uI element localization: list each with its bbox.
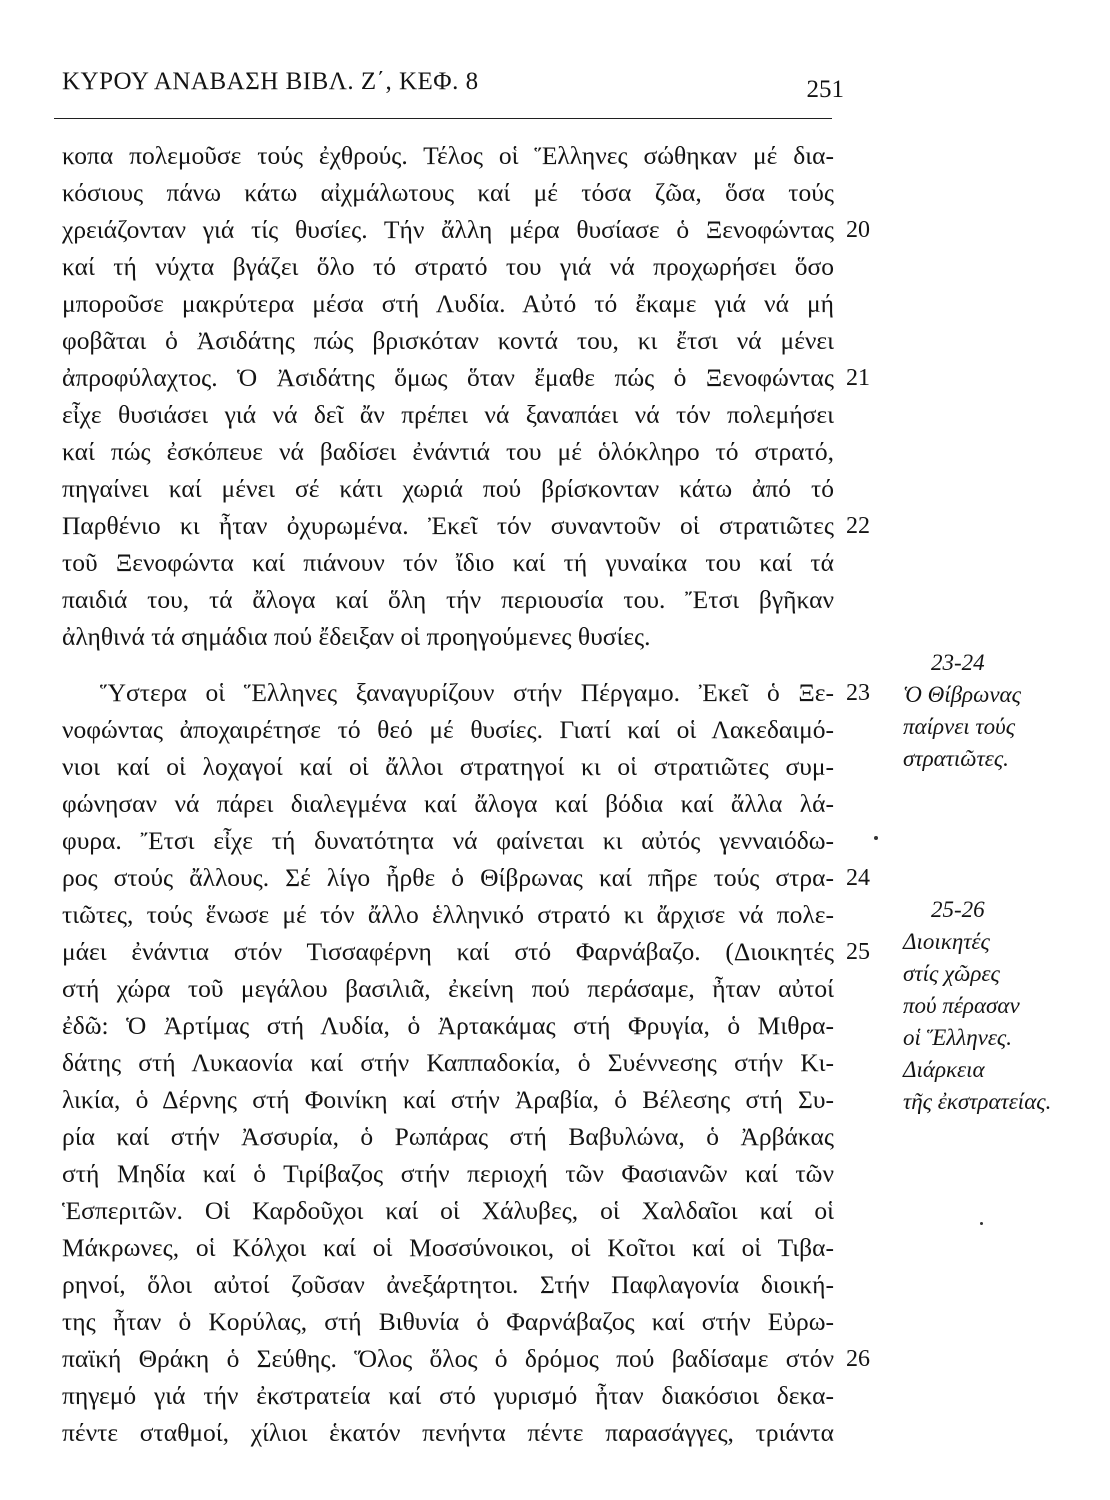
text-line: τοῦ Ξενοφώντα καί πιάνουν τόν ἴδιο καί τή γυναίκα του καί τά <box>62 548 834 577</box>
verse-number: 22 <box>846 513 870 539</box>
text-line: καί τή νύχτα βγάζει ὅλο τό στρατό του γιά νά προχωρήσει ὅσο <box>62 252 834 281</box>
sidenote-line: παίρνει τούς <box>903 714 1016 739</box>
verse-number: 24 <box>846 865 870 891</box>
text-line: στή χώρα τοῦ μεγάλου βασιλιᾶ, ἐκείνη πού περάσαμε, ἦταν αὐτοί <box>62 974 834 1003</box>
verse-number: 25 <box>846 939 870 965</box>
text-line: Παρθένιο κι ἦταν ὀχυρωμένα. Ἐκεῖ τόν συναντοῦν οἱ στρατιῶτες <box>62 511 834 540</box>
sidenote-range: 25-26 <box>931 897 985 922</box>
sidenote-range: 23-24 <box>931 650 985 675</box>
text-line: στή Μηδία καί ὁ Τιρίβαζος στήν περιοχή τῶν Φασιανῶν καί τῶν <box>62 1159 834 1188</box>
text-line: νιοι καί οἱ λοχαγοί καί οἱ ἄλλοι στρατηγοί κι οἱ στρατιῶτες συμ- <box>62 752 834 781</box>
text-line: φοβᾶται ὁ Ἀσιδάτης πώς βρισκόταν κοντά του, κι ἔτσι νά μένει <box>62 326 834 355</box>
sidenote-line: Διάρκεια <box>903 1057 985 1082</box>
text-line: ρία καί στήν Ἀσσυρία, ὁ Ρωπάρας στή Βαβυλώνα, ὁ Ἀρβάκας <box>62 1122 834 1151</box>
text-line: παϊκή Θράκη ὁ Σεύθης. Ὅλος ὅλος ὁ δρόμος πού βαδίσαμε στόν <box>62 1344 834 1373</box>
sidenote-line: στίς χῶρες <box>903 961 1000 986</box>
text-line: Ἑσπεριτῶν. Οἱ Καρδοῦχοι καί οἱ Χάλυβες, οἱ Χαλδαῖοι καί οἱ <box>62 1196 834 1225</box>
text-line: εἶχε θυσιάσει γιά νά δεῖ ἄν πρέπει νά ξαναπάει νά τόν πολεμήσει <box>62 400 834 429</box>
sidenote-line: Ὁ Θίβρωνας <box>903 682 1021 707</box>
text-line: παιδιά του, τά ἄλογα καί ὅλη τήν περιουσία του. Ἔτσι βγῆκαν <box>62 585 834 614</box>
text-line: ἀληθινά τά σημάδια πού ἔδειξαν οἱ προηγούμενες θυσίες. <box>62 622 651 651</box>
text-line: καί πώς ἐσκόπευε νά βαδίσει ἐνάντιά του μέ ὁλόκληρο τό στρατό, <box>62 437 834 466</box>
text-line: ρηνοί, ὅλοι αὐτοί ζοῦσαν ἀνεξάρτητοι. Στήν Παφλαγονία διοική- <box>62 1270 834 1299</box>
text-line: πηγεμό γιά τήν ἐκστρατεία καί στό γυρισμό ἦταν διακόσιοι δεκα- <box>62 1381 834 1410</box>
scan-speck <box>980 1222 983 1225</box>
text-line: λικία, ὁ Δέρνης στή Φοινίκη καί στήν Ἀραβία, ὁ Βέλεσης στή Συ- <box>62 1085 834 1114</box>
text-line: ρος στούς ἄλλους. Σέ λίγο ἦρθε ὁ Θίβρωνας καί πῆρε τούς στρα- <box>62 863 834 892</box>
running-head: ΚΥΡΟΥ ΑΝΑΒΑΣΗ ΒΙΒΛ. Ζ΄, ΚΕΦ. 8 <box>62 68 479 95</box>
sidenote-line: οἱ Ἕλληνες. <box>903 1025 1012 1050</box>
text-line: νοφώντας ἀποχαιρέτησε τό θεό μέ θυσίες. Γιατί καί οἱ Λακεδαιμό- <box>62 715 834 744</box>
verse-number: 23 <box>846 680 870 706</box>
sidenote-line: πού πέρασαν <box>903 993 1020 1018</box>
text-line: κόσιους πάνω κάτω αἰχμάλωτους καί μέ τόσα ζῶα, ὅσα τούς <box>62 178 834 207</box>
page-header <box>62 68 852 108</box>
text-line: Μάκρωνες, οἱ Κόλχοι καί οἱ Μοσσύνοικοι, οἱ Κοῖτοι καί οἱ Τιβα- <box>62 1233 834 1262</box>
text-line: χρειάζονταν γιά τίς θυσίες. Τήν ἄλλη μέρα θυσίασε ὁ Ξενοφώντας <box>62 215 834 244</box>
text-line: δάτης στή Λυκαονία καί στήν Καππαδοκία, ὁ Συέννεσης στήν Κι- <box>62 1048 834 1077</box>
text-line: πηγαίνει καί μένει σέ κάτι χωριά πού βρίσκονταν κάτω ἀπό τό <box>62 474 834 503</box>
verse-number: 26 <box>846 1346 870 1372</box>
text-line: πέντε σταθμοί, χίλιοι ἑκατόν πενήντα πέντε παρασάγγες, τριάντα <box>62 1418 834 1447</box>
sidenote-1 <box>903 647 1103 775</box>
text-line: Ὕστερα οἱ Ἕλληνες ξαναγυρίζουν στήν Πέργαμο. Ἐκεῖ ὁ Ξε- <box>100 678 834 707</box>
verse-number: 21 <box>846 365 870 391</box>
text-line: ἐδῶ: Ὁ Ἀρτίμας στή Λυδία, ὁ Ἀρτακάμας στή Φρυγία, ὁ Μιθρα- <box>62 1011 834 1040</box>
text-line: μάει ἐνάντια στόν Τισσαφέρνη καί στό Φαρνάβαζο. (Διοικητές <box>62 937 834 966</box>
text-line: φυρα. Ἔτσι εἶχε τή δυνατότητα νά φαίνεται κι αὐτός γενναιόδω- <box>62 826 834 855</box>
sidenote-2 <box>903 894 1103 1118</box>
sidenote-line: στρατιῶτες. <box>903 746 1009 771</box>
scan-speck <box>874 836 878 840</box>
text-line: ἀπροφύλαχτος. Ὁ Ἀσιδάτης ὅμως ὅταν ἔμαθε πώς ὁ Ξενοφώντας <box>62 363 834 392</box>
sidenote-line: Διοικητές <box>903 929 990 954</box>
verse-number: 20 <box>846 217 870 243</box>
sidenote-line: τῆς ἐκστρατείας. <box>903 1089 1052 1114</box>
text-line: φώνησαν νά πάρει διαλεγμένα καί ἄλογα καί βόδια καί ἄλλα λά- <box>62 789 834 818</box>
header-rule <box>54 118 832 119</box>
text-line: κοπα πολεμοῦσε τούς ἐχθρούς. Τέλος οἱ Ἕλληνες σώθηκαν μέ δια- <box>62 141 834 170</box>
page-number: 251 <box>806 76 844 103</box>
text-line: της ἦταν ὁ Κορύλας, στή Βιθυνία ὁ Φαρνάβαζος καί στήν Εὐρω- <box>62 1307 834 1336</box>
text-line: μποροῦσε μακρύτερα μέσα στή Λυδία. Αὐτό τό ἔκαμε γιά νά μή <box>62 289 834 318</box>
text-line: τιῶτες, τούς ἕνωσε μέ τόν ἄλλο ἑλληνικό στρατό κι ἄρχισε νά πολε- <box>62 900 834 929</box>
